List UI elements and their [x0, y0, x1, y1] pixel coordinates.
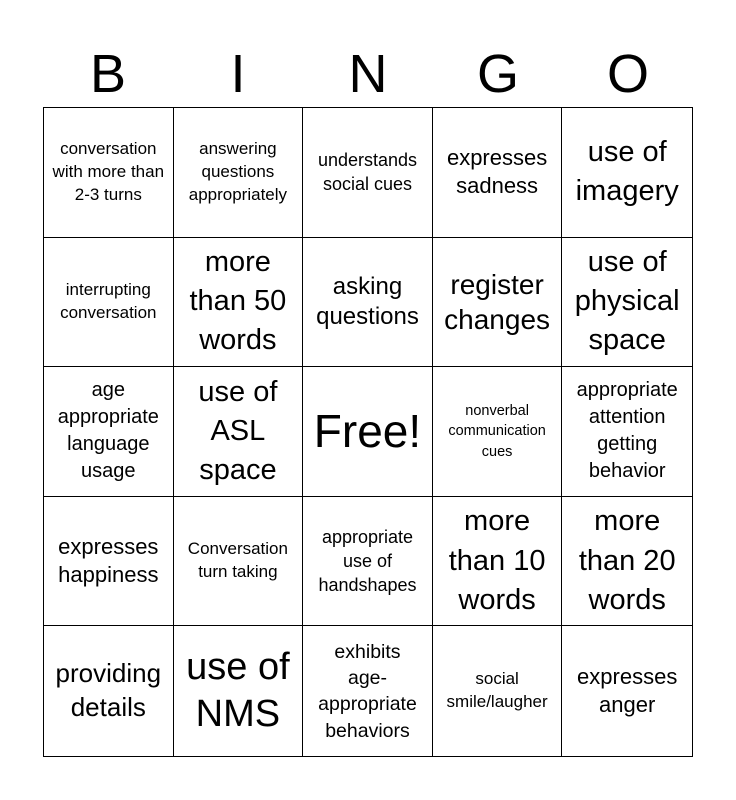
- bingo-cell[interactable]: [44, 108, 174, 238]
- bingo-cell[interactable]: [303, 238, 433, 368]
- cell-label: expresses anger: [577, 663, 678, 718]
- cell-label: expresses happiness: [58, 533, 159, 588]
- cell-label: social smile/laugher: [446, 669, 548, 712]
- bingo-cell[interactable]: [562, 626, 692, 756]
- cell-label: more than 20 words: [578, 505, 676, 616]
- cell-label: register changes: [444, 268, 551, 335]
- header-letter-o: O: [606, 44, 649, 104]
- bingo-board: [43, 107, 693, 757]
- cell-label: use of ASL space: [198, 375, 278, 487]
- cell-label: use of NMS: [186, 645, 290, 736]
- bingo-cell[interactable]: [174, 367, 304, 497]
- bingo-cell[interactable]: [562, 108, 692, 238]
- bingo-cell[interactable]: [174, 497, 304, 627]
- bingo-cell[interactable]: [562, 497, 692, 627]
- cell-label: asking questions: [316, 272, 419, 330]
- cell-label: exhibits age-appropriate behaviors: [318, 640, 417, 742]
- bingo-cell[interactable]: [174, 238, 304, 368]
- cell-label: use of physical space: [574, 246, 680, 357]
- header-letter-n: N: [348, 44, 388, 104]
- bingo-cell[interactable]: [562, 367, 692, 497]
- free-space-cell[interactable]: [303, 367, 433, 497]
- cell-label: providing details: [55, 658, 162, 723]
- cell-label: more than 50 words: [189, 246, 287, 357]
- bingo-cell[interactable]: [433, 367, 563, 497]
- cell-label: expresses sadness: [446, 144, 548, 199]
- cell-label: interrupting conversation: [60, 279, 157, 322]
- cell-label: answering questions appropriately: [188, 138, 288, 204]
- cell-label: understands social cues: [317, 150, 418, 195]
- cell-label: more than 10 words: [448, 505, 546, 616]
- bingo-cell[interactable]: [433, 108, 563, 238]
- bingo-header: [43, 40, 693, 108]
- bingo-cell[interactable]: [44, 367, 174, 497]
- bingo-cell[interactable]: [433, 238, 563, 368]
- cell-label: age appropriate language usage: [57, 379, 159, 483]
- bingo-cell[interactable]: [562, 238, 692, 368]
- free-space-label: Free!: [313, 405, 422, 458]
- bingo-cell[interactable]: [174, 626, 304, 756]
- cell-label: nonverbal communication cues: [448, 403, 546, 460]
- bingo-cell[interactable]: [174, 108, 304, 238]
- cell-label: Conversation turn taking: [187, 539, 288, 582]
- bingo-cell[interactable]: [433, 626, 563, 756]
- header-letter-i: I: [230, 44, 246, 104]
- header-letter-b: B: [89, 44, 127, 104]
- cell-label: appropriate attention getting behavior: [576, 379, 678, 483]
- bingo-cell[interactable]: [303, 626, 433, 756]
- bingo-cell[interactable]: [303, 497, 433, 627]
- bingo-cell[interactable]: [433, 497, 563, 627]
- bingo-cell[interactable]: [44, 497, 174, 627]
- cell-label: use of imagery: [575, 136, 679, 208]
- header-letter-g: G: [476, 44, 519, 104]
- bingo-cell[interactable]: [303, 108, 433, 238]
- cell-label: appropriate use of handshapes: [318, 526, 417, 596]
- bingo-cell[interactable]: [44, 238, 174, 368]
- cell-label: conversation with more than 2-3 turns: [52, 138, 165, 204]
- bingo-cell[interactable]: [44, 626, 174, 756]
